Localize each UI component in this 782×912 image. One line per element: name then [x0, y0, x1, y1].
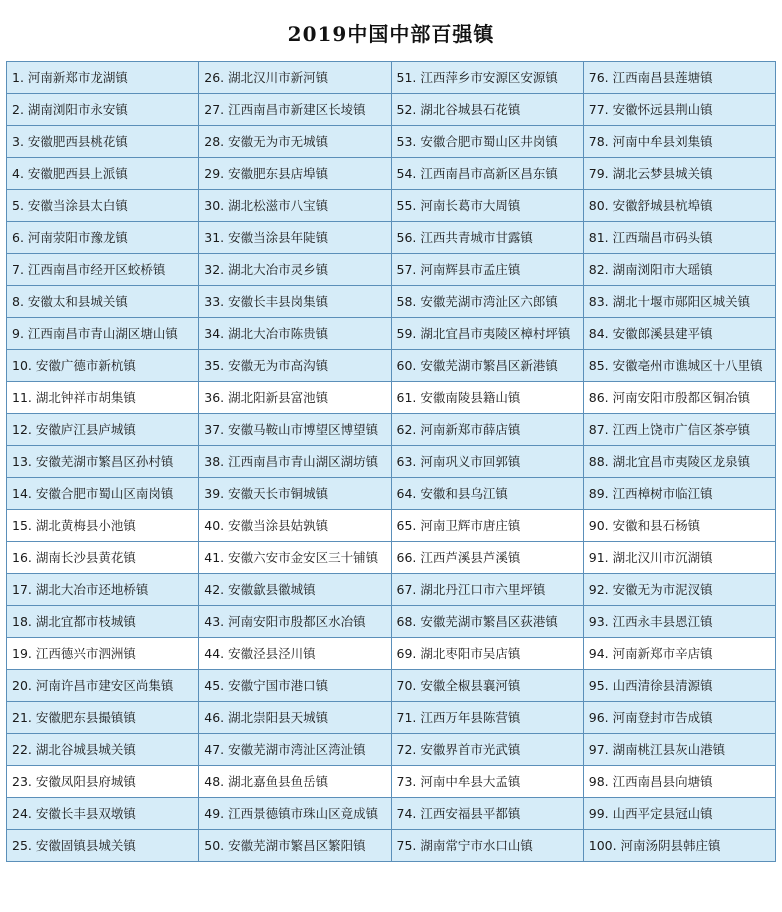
table-cell	[7, 766, 199, 798]
cell-text: 89. 江西樟树市临江镇	[588, 485, 713, 501]
cell-text: 46. 湖北崇阳县天城镇	[204, 709, 329, 725]
table-row	[7, 542, 776, 574]
cell-text: 65. 河南卫辉市唐庄镇	[396, 517, 521, 533]
table-cell	[391, 542, 583, 574]
table-cell	[7, 350, 199, 382]
table-cell	[391, 318, 583, 350]
cell-text: 54. 江西南昌市高新区昌东镇	[396, 165, 558, 181]
cell-text: 44. 安徽泾县泾川镇	[204, 645, 316, 661]
table-cell	[583, 638, 775, 670]
table-cell	[583, 382, 775, 414]
cell-text: 10. 安徽广德市新杭镇	[12, 357, 136, 373]
table-row	[7, 670, 776, 702]
table-cell	[391, 478, 583, 510]
table-row	[7, 286, 776, 318]
table-row	[7, 638, 776, 670]
table-cell	[7, 254, 199, 286]
cell-text: 34. 湖北大冶市陈贵镇	[204, 325, 329, 341]
cell-text: 74. 江西安福县平都镇	[396, 805, 521, 821]
cell-text: 37. 安徽马鞍山市博望区博望镇	[204, 421, 379, 437]
table-cell	[7, 126, 199, 158]
table-cell	[7, 702, 199, 734]
table-cell	[7, 382, 199, 414]
table-cell	[391, 766, 583, 798]
cell-text: 17. 湖北大冶市还地桥镇	[12, 581, 149, 597]
table-row	[7, 350, 776, 382]
table-cell	[391, 382, 583, 414]
cell-text: 70. 安徽全椒县襄河镇	[396, 677, 521, 693]
cell-text: 72. 安徽界首市光武镇	[396, 741, 521, 757]
cell-text: 26. 湖北汉川市新河镇	[204, 69, 329, 85]
table-cell	[583, 510, 775, 542]
table-cell	[391, 670, 583, 702]
table-cell	[7, 606, 199, 638]
cell-text: 90. 安徽和县石杨镇	[588, 517, 701, 533]
table-row	[7, 446, 776, 478]
table-row	[7, 574, 776, 606]
table-row	[7, 830, 776, 862]
table-cell	[199, 510, 391, 542]
table-cell	[7, 94, 199, 126]
table-row	[7, 126, 776, 158]
table-cell	[199, 734, 391, 766]
table-row	[7, 318, 776, 350]
cell-text: 59. 湖北宜昌市夷陵区樟村坪镇	[396, 325, 571, 341]
cell-text: 60. 安徽芜湖市繁昌区新港镇	[396, 357, 558, 373]
table-cell	[583, 734, 775, 766]
cell-text: 47. 安徽芜湖市湾沚区湾沚镇	[204, 741, 366, 757]
cell-text: 50. 安徽芜湖市繁昌区繁阳镇	[204, 837, 366, 853]
cell-text: 45. 安徽宁国市港口镇	[204, 677, 329, 693]
table-cell	[583, 798, 775, 830]
table-cell	[199, 222, 391, 254]
table-cell	[7, 286, 199, 318]
cell-text: 76. 江西南昌县莲塘镇	[588, 69, 713, 85]
table-cell	[583, 766, 775, 798]
table-cell	[583, 222, 775, 254]
table-body	[7, 62, 776, 862]
cell-text: 53. 安徽合肥市蜀山区井岗镇	[396, 133, 558, 149]
table-cell	[583, 254, 775, 286]
cell-text: 40. 安徽当涂县姑孰镇	[204, 517, 329, 533]
table-cell	[583, 94, 775, 126]
table-cell	[199, 830, 391, 862]
cell-text: 28. 安徽无为市无城镇	[204, 133, 329, 149]
table-cell	[583, 702, 775, 734]
table-cell	[391, 510, 583, 542]
table-cell	[7, 478, 199, 510]
table-cell	[7, 510, 199, 542]
cell-text: 66. 江西芦溪县芦溪镇	[396, 549, 521, 565]
cell-text: 62. 河南新郑市薛店镇	[396, 421, 521, 437]
table-cell	[583, 478, 775, 510]
table-row	[7, 798, 776, 830]
cell-text: 18. 湖北宜都市枝城镇	[12, 613, 136, 629]
table-cell	[7, 574, 199, 606]
table-cell	[199, 798, 391, 830]
cell-text: 61. 安徽南陵县籍山镇	[396, 389, 521, 405]
table-cell	[7, 798, 199, 830]
table-cell	[391, 190, 583, 222]
table-cell	[199, 414, 391, 446]
cell-text: 79. 湖北云梦县城关镇	[588, 165, 713, 181]
cell-text: 35. 安徽无为市高沟镇	[204, 357, 329, 373]
cell-text: 4. 安徽肥西县上派镇	[12, 165, 128, 181]
table-cell	[199, 670, 391, 702]
cell-text: 75. 湖南常宁市水口山镇	[396, 837, 533, 853]
cell-text: 29. 安徽肥东县店埠镇	[204, 165, 329, 181]
table-cell	[7, 446, 199, 478]
table-cell	[391, 734, 583, 766]
cell-text: 24. 安徽长丰县双墩镇	[12, 805, 136, 821]
cell-text: 99. 山西平定县冠山镇	[588, 805, 713, 821]
table-cell	[199, 766, 391, 798]
cell-text: 81. 江西瑞昌市码头镇	[588, 229, 713, 245]
table-cell	[583, 670, 775, 702]
cell-text: 49. 江西景德镇市珠山区竟成镇	[204, 805, 379, 821]
cell-text: 48. 湖北嘉鱼县鱼岳镇	[204, 773, 329, 789]
table-cell	[199, 286, 391, 318]
table-cell	[7, 318, 199, 350]
table-cell	[199, 638, 391, 670]
table-cell	[199, 446, 391, 478]
table-cell	[391, 350, 583, 382]
cell-text: 56. 江西共青城市甘露镇	[396, 229, 533, 245]
cell-text: 32. 湖北大冶市灵乡镇	[204, 261, 329, 277]
table-row	[7, 94, 776, 126]
cell-text: 1. 河南新郑市龙湖镇	[12, 69, 128, 85]
cell-text: 2. 湖南浏阳市永安镇	[12, 101, 128, 117]
table-cell	[391, 638, 583, 670]
table-cell	[583, 574, 775, 606]
table-cell	[199, 542, 391, 574]
cell-text: 22. 湖北谷城县城关镇	[12, 741, 136, 757]
table-row	[7, 766, 776, 798]
table-cell	[391, 62, 583, 94]
cell-text: 86. 河南安阳市殷都区铜冶镇	[588, 389, 751, 405]
table-row	[7, 702, 776, 734]
cell-text: 57. 河南辉县市孟庄镇	[396, 261, 521, 277]
cell-text: 83. 湖北十堰市郧阳区城关镇	[588, 293, 751, 309]
cell-text: 23. 安徽凤阳县府城镇	[12, 773, 136, 789]
table-cell	[391, 94, 583, 126]
cell-text: 11. 湖北钟祥市胡集镇	[12, 389, 136, 405]
cell-text: 25. 安徽固镇县城关镇	[12, 837, 136, 853]
table-cell	[7, 222, 199, 254]
table-cell	[199, 126, 391, 158]
table-cell	[391, 574, 583, 606]
table-cell	[391, 126, 583, 158]
table-cell	[7, 190, 199, 222]
table-cell	[391, 286, 583, 318]
table-cell	[7, 638, 199, 670]
table-row	[7, 606, 776, 638]
cell-text: 52. 湖北谷城县石花镇	[396, 101, 521, 117]
table-cell	[583, 190, 775, 222]
cell-text: 98. 江西南昌县向塘镇	[588, 773, 713, 789]
cell-text: 30. 湖北松滋市八宝镇	[204, 197, 329, 213]
table-row	[7, 414, 776, 446]
table-cell	[199, 254, 391, 286]
cell-text: 16. 湖南长沙县黄花镇	[12, 549, 136, 565]
table-cell	[7, 670, 199, 702]
cell-text: 69. 湖北枣阳市吴店镇	[396, 645, 521, 661]
cell-text: 63. 河南巩义市回郭镇	[396, 453, 521, 469]
table-row	[7, 478, 776, 510]
cell-text: 55. 河南长葛市大周镇	[396, 197, 521, 213]
cell-text: 31. 安徽当涂县年陡镇	[204, 229, 329, 245]
cell-text: 5. 安徽当涂县太白镇	[12, 197, 128, 213]
table-cell	[199, 702, 391, 734]
cell-text: 87. 江西上饶市广信区茶亭镇	[588, 421, 751, 437]
table-cell	[391, 830, 583, 862]
cell-text: 100. 河南汤阴县韩庄镇	[588, 837, 721, 853]
cell-text: 19. 江西德兴市泗洲镇	[12, 645, 136, 661]
cell-text: 91. 湖北汉川市沉湖镇	[588, 549, 713, 565]
table-cell	[199, 62, 391, 94]
table-cell	[391, 702, 583, 734]
table-cell	[583, 62, 775, 94]
cell-text: 6. 河南荥阳市豫龙镇	[12, 229, 128, 245]
table-cell	[7, 62, 199, 94]
cell-text: 36. 湖北阳新县富池镇	[204, 389, 329, 405]
table-cell	[7, 158, 199, 190]
cell-text: 71. 江西万年县陈营镇	[396, 709, 521, 725]
table-cell	[583, 542, 775, 574]
table-cell	[583, 286, 775, 318]
cell-text: 8. 安徽太和县城关镇	[12, 293, 128, 309]
table-cell	[199, 574, 391, 606]
table-row	[7, 222, 776, 254]
table-cell	[583, 350, 775, 382]
top-towns-table	[6, 61, 776, 862]
cell-text: 33. 安徽长丰县岗集镇	[204, 293, 329, 309]
table-row	[7, 382, 776, 414]
table-cell	[199, 478, 391, 510]
cell-text: 9. 江西南昌市青山湖区塘山镇	[12, 325, 178, 341]
cell-text: 7. 江西南昌市经开区蛟桥镇	[12, 261, 166, 277]
cell-text: 20. 河南许昌市建安区尚集镇	[12, 677, 174, 693]
cell-text: 77. 安徽怀远县荆山镇	[588, 101, 713, 117]
table-cell	[7, 830, 199, 862]
cell-text: 88. 湖北宜昌市夷陵区龙泉镇	[588, 453, 751, 469]
table-cell	[199, 382, 391, 414]
cell-text: 94. 河南新郑市辛店镇	[588, 645, 713, 661]
cell-text: 13. 安徽芜湖市繁昌区孙村镇	[12, 453, 174, 469]
table-cell	[391, 606, 583, 638]
table-row	[7, 62, 776, 94]
table-cell	[199, 318, 391, 350]
table-row	[7, 510, 776, 542]
cell-text: 92. 安徽无为市泥汊镇	[588, 581, 713, 597]
table-cell	[583, 446, 775, 478]
cell-text: 96. 河南登封市告成镇	[588, 709, 713, 725]
table-cell	[7, 734, 199, 766]
table-cell	[391, 158, 583, 190]
page-title: 2019中国中部百强镇	[287, 22, 495, 46]
cell-text: 97. 湖南桃江县灰山港镇	[588, 741, 726, 757]
table-cell	[391, 222, 583, 254]
table-cell	[391, 798, 583, 830]
cell-text: 3. 安徽肥西县桃花镇	[12, 133, 128, 149]
cell-text: 39. 安徽天长市铜城镇	[204, 485, 329, 501]
cell-text: 12. 安徽庐江县庐城镇	[12, 421, 136, 437]
cell-text: 41. 安徽六安市金安区三十铺镇	[204, 549, 379, 565]
cell-text: 68. 安徽芜湖市繁昌区荻港镇	[396, 613, 558, 629]
table-row	[7, 190, 776, 222]
cell-text: 82. 湖南浏阳市大瑶镇	[588, 261, 713, 277]
cell-text: 38. 江西南昌市青山湖区湖坊镇	[204, 453, 379, 469]
table-cell	[583, 830, 775, 862]
cell-text: 95. 山西清徐县清源镇	[588, 677, 713, 693]
table-cell	[199, 190, 391, 222]
cell-text: 15. 湖北黄梅县小池镇	[12, 517, 136, 533]
cell-text: 21. 安徽肥东县撮镇镇	[12, 709, 136, 725]
cell-text: 80. 安徽舒城县杭埠镇	[588, 197, 713, 213]
table-row	[7, 734, 776, 766]
table-cell	[583, 414, 775, 446]
cell-text: 14. 安徽合肥市蜀山区南岗镇	[12, 485, 174, 501]
table-cell	[583, 318, 775, 350]
cell-text: 42. 安徽歙县徽城镇	[204, 581, 316, 597]
cell-text: 27. 江西南昌市新建区长堎镇	[204, 101, 366, 117]
cell-text: 58. 安徽芜湖市湾沚区六郎镇	[396, 293, 558, 309]
cell-text: 51. 江西萍乡市安源区安源镇	[396, 69, 558, 85]
cell-text: 67. 湖北丹江口市六里坪镇	[396, 581, 546, 597]
cell-text: 85. 安徽亳州市谯城区十八里镇	[588, 357, 763, 373]
table-row	[7, 254, 776, 286]
table-cell	[391, 414, 583, 446]
cell-text: 93. 江西永丰县恩江镇	[588, 613, 713, 629]
table-cell	[391, 446, 583, 478]
table-cell	[199, 350, 391, 382]
cell-text: 73. 河南中牟县大孟镇	[396, 773, 521, 789]
cell-text: 84. 安徽郎溪县建平镇	[588, 325, 713, 341]
cell-text: 64. 安徽和县乌江镇	[396, 485, 508, 501]
table-cell	[199, 94, 391, 126]
table-cell	[391, 254, 583, 286]
table-cell	[583, 126, 775, 158]
table-cell	[7, 414, 199, 446]
cell-text: 78. 河南中牟县刘集镇	[588, 133, 713, 149]
table-cell	[583, 606, 775, 638]
table-cell	[7, 542, 199, 574]
table-row	[7, 158, 776, 190]
cell-text: 43. 河南安阳市殷都区水冶镇	[204, 613, 366, 629]
table-cell	[583, 158, 775, 190]
table-cell	[199, 606, 391, 638]
table-cell	[199, 158, 391, 190]
